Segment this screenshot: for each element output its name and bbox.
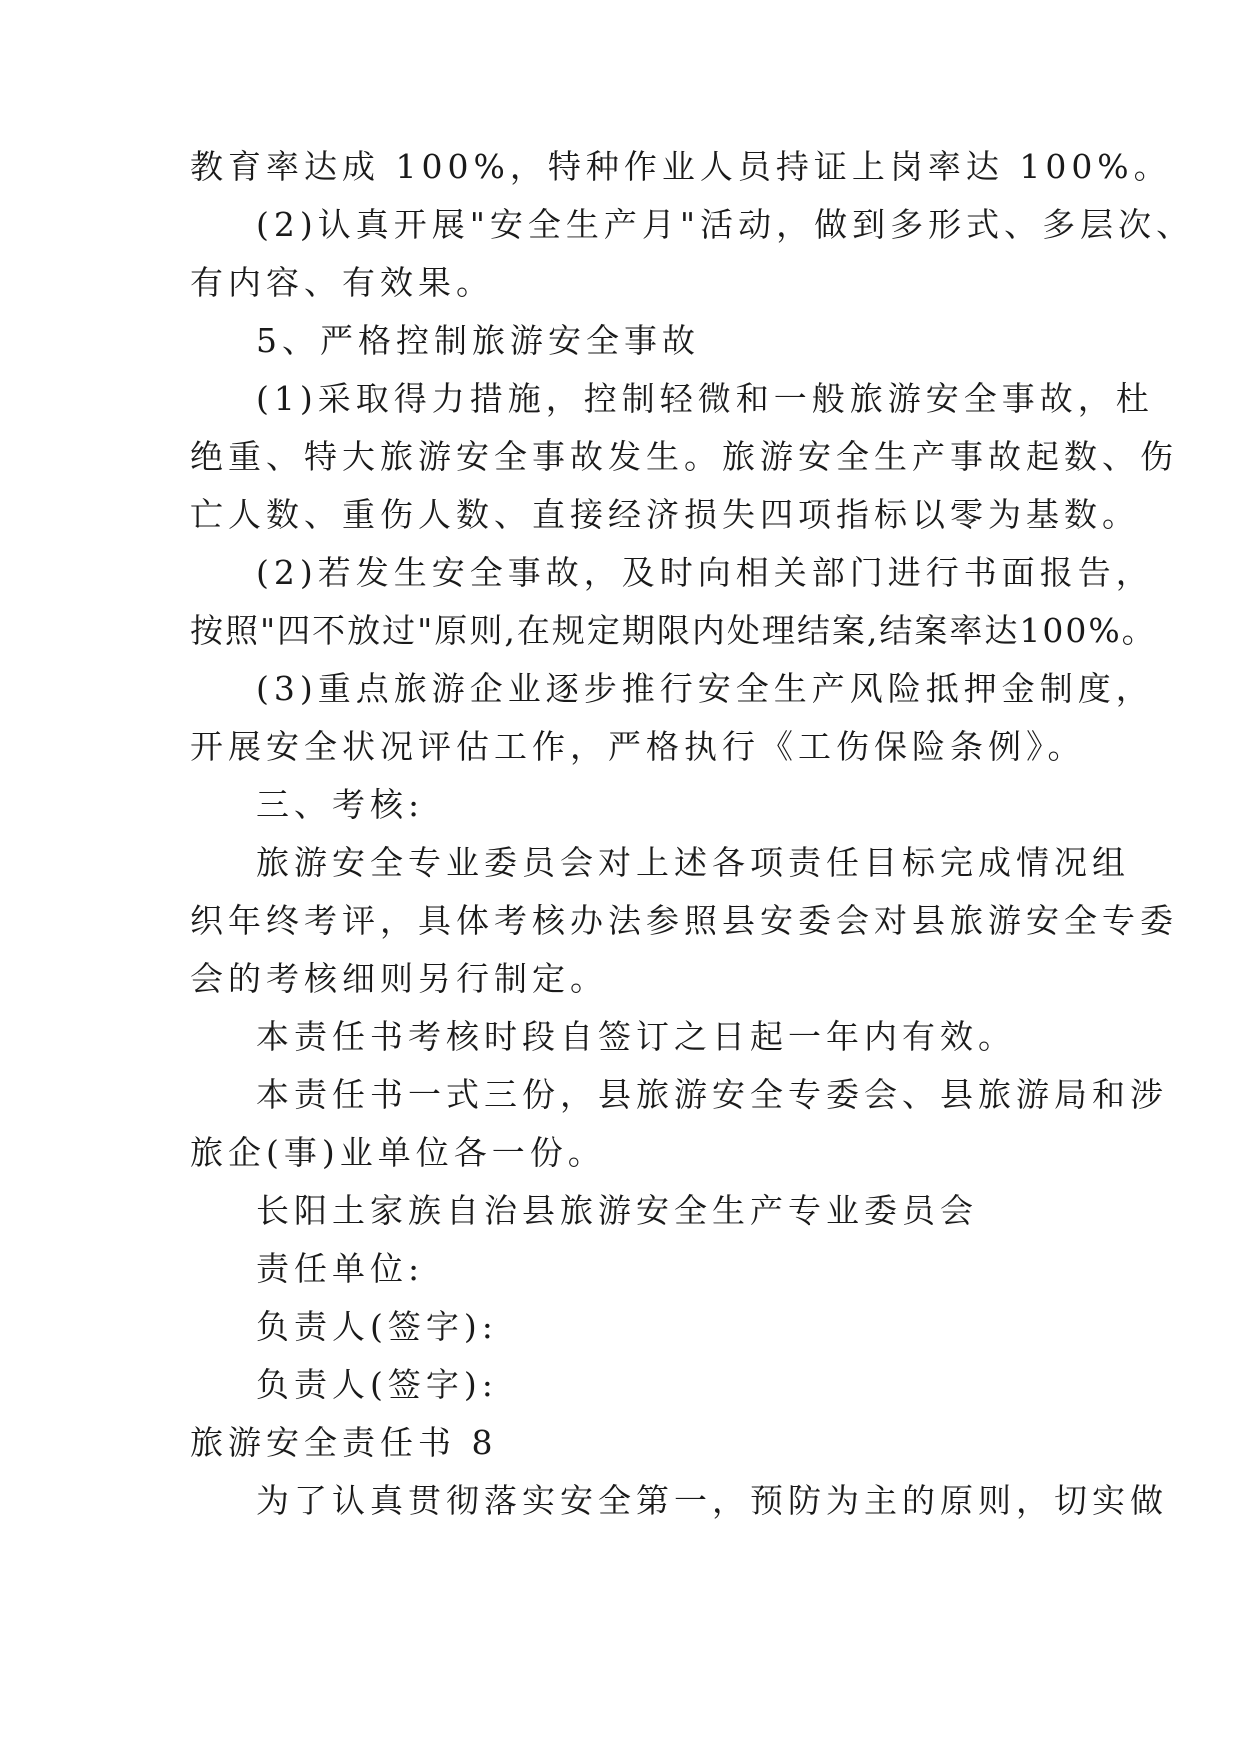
paragraph-line: 为了认真贯彻落实安全第一，预防为主的原则，切实做: [256, 1481, 1168, 1520]
paragraph-line: 按照"四不放过"原则,在规定期限内处理结案,结案率达100%。: [190, 611, 1157, 650]
paragraph-line: 绝重、特大旅游安全事故发生。旅游安全生产事故起数、伤: [190, 437, 1178, 476]
organization-name: 长阳土家族自治县旅游安全生产专业委员会: [256, 1191, 978, 1230]
paragraph-line: (3)重点旅游企业逐步推行安全生产风险抵押金制度，: [256, 669, 1154, 708]
paragraph-line: (2)认真开展"安全生产月"活动，做到多形式、多层次、: [256, 205, 1195, 244]
document-title: 旅游安全责任书 8: [190, 1423, 498, 1462]
paragraph-line: 旅企(事)业单位各一份。: [190, 1133, 606, 1172]
paragraph-line: 旅游安全专业委员会对上述各项责任目标完成情况组: [256, 843, 1130, 882]
paragraph-line: (2)若发生安全事故，及时向相关部门进行书面报告，: [256, 553, 1154, 592]
paragraph-line: 亡人数、重伤人数、直接经济损失四项指标以零为基数。: [190, 495, 1140, 534]
signature-field-person: 负责人(签字):: [256, 1307, 498, 1346]
section-heading: 三、考核:: [256, 785, 425, 824]
paragraph-line: 织年终考评，具体考核办法参照县安委会对县旅游安全专委: [190, 901, 1178, 940]
section-heading: 5、严格控制旅游安全事故: [256, 321, 700, 360]
paragraph-line: 会的考核细则另行制定。: [190, 959, 608, 998]
paragraph-line: 有内容、有效果。: [190, 263, 494, 302]
signature-field-person: 负责人(签字):: [256, 1365, 498, 1404]
paragraph-line: 本责任书一式三份，县旅游安全专委会、县旅游局和涉: [256, 1075, 1168, 1114]
paragraph-line: (1)采取得力措施，控制轻微和一般旅游安全事故，杜: [256, 379, 1154, 418]
paragraph-line: 开展安全状况评估工作，严格执行《工伤保险条例》。: [190, 727, 1086, 766]
signature-field-unit: 责任单位:: [256, 1249, 425, 1288]
paragraph-line: 本责任书考核时段自签订之日起一年内有效。: [256, 1017, 1016, 1056]
paragraph-line: 教育率达成 100%，特种作业人员持证上岗率达 100%。: [190, 147, 1172, 186]
